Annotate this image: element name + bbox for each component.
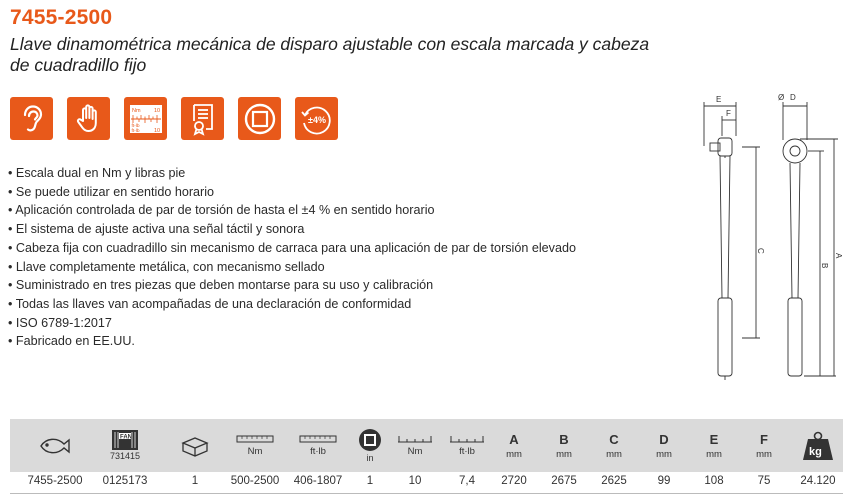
list-item: • Aplicación controlada de par de torsión de hasta el ±4 % en sentido horario [8,201,576,220]
dim-c-label: C [756,248,765,254]
list-item: • Llave completamente metálica, con mecanismo sellado [8,258,576,277]
row-b: 2675 [551,475,577,487]
weight-unit-label: kg [809,445,822,458]
row-qty: 1 [191,475,199,487]
dual-scale-icon [124,97,167,140]
dim-d-label: D [790,93,796,102]
accuracy-label: ±4% [307,114,326,125]
fan-column-header [100,419,150,472]
row-d: 99 [657,475,671,487]
wrench-technical-drawing [688,88,848,388]
row-range-ftlb: 406-1807 [293,475,343,487]
feature-icons [10,97,338,140]
dim-c-header: C mm [606,431,622,460]
dim-b-header: B mm [556,431,572,460]
table-bottom-rule [10,493,843,494]
hand-icon [67,97,110,140]
weight-icon [795,419,841,472]
row-e: 108 [704,475,724,487]
list-item: • Cabeza fija con cuadradillo sin mecanismo de carraca para una aplicación de par de torsión elevado [8,239,576,258]
accuracy-icon [295,97,338,140]
grad-ftlb-unit: ft·lb [459,446,475,457]
row-range-nm: 500-2500 [230,475,280,487]
range-nm-unit: Nm [247,446,263,457]
ear-icon [10,97,53,140]
list-item: • Todas las llaves van acompañadas de una declaración de conformidad [8,295,576,314]
row-grad-ftlb: 7,4 [459,475,475,487]
dim-a-label: A [834,253,843,259]
range-ftlb-unit: ft·lb [310,446,326,457]
list-item: • Suministrado en tres piezas que deben montarse para su uso y calibración [8,276,576,295]
scale-nm-label: Nm [131,107,141,114]
fan-code-label: 731415 [109,451,141,461]
row-fan: 0125173 [102,475,148,487]
product-code: 7455-2500 [10,6,113,29]
box-icon [175,419,215,472]
drive-size-unit: in [366,453,374,463]
row-grad-nm: 10 [408,475,422,487]
dim-e-label: E [716,95,722,104]
list-item: • Se puede utilizar en sentido horario [8,183,576,202]
row-f: 75 [757,475,771,487]
range-ftlb-header [288,419,348,472]
square-drive-icon [238,97,281,140]
dim-f-label: F [726,109,731,118]
row-a: 2720 [501,475,527,487]
range-nm-header [225,419,285,472]
table-row [10,474,843,492]
grad-nm-header [390,419,440,472]
list-item: • Escala dual en Nm y libras pie [8,164,576,183]
grad-nm-unit: Nm [407,446,423,457]
list-item: • Fabricado en EE.UU. [8,332,576,351]
dim-f-header: F mm [756,431,772,460]
grad-ftlb-header [442,419,492,472]
list-item: • ISO 6789-1:2017 [8,314,576,333]
scale-ftlb-label: ft-lb [131,123,139,129]
drive-size-header [350,419,390,472]
list-item: • El sistema de ajuste activa una señal táctil y sonora [8,220,576,239]
fish-icon [30,419,80,472]
product-title: Llave dinamométrica mecánica de disparo ajustable con escala marcada y cabeza de cuadradillo fijo [10,34,650,75]
svg-text:FAN: FAN [120,434,132,441]
dim-b-label: B [820,263,829,269]
feature-list [8,164,576,351]
row-drive: 1 [366,475,374,487]
spec-table-header [10,419,843,472]
certificate-icon [181,97,224,140]
scale-bottom-ten: 10 [153,127,160,134]
dim-a-header: A mm [506,431,522,460]
scale-top-ten: 10 [153,107,160,114]
dim-phi-label: Ø [778,93,785,102]
row-code: 7455-2500 [27,475,83,487]
scale-ftlb-label-2: ft-lb [131,128,139,134]
dim-d-header: D mm [656,431,672,460]
row-c: 2625 [601,475,627,487]
row-weight: 24.120 [800,475,836,487]
dim-e-header: E mm [706,431,722,460]
